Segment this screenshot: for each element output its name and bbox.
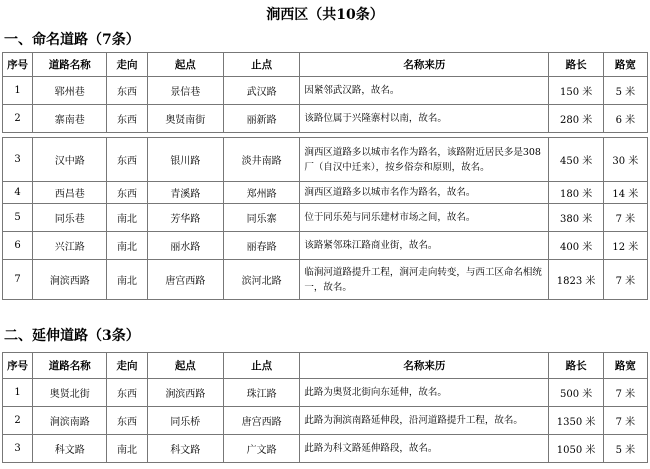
table-row [3,407,648,435]
end-point-cell: 郑州路 [223,182,299,204]
width-cell: 14 米 [603,182,647,204]
table-row [3,232,648,260]
length-cell: 400 米 [549,232,603,260]
serial-cell: 5 [3,204,33,232]
road-name-cell: 涧滨南路 [33,407,107,435]
serial-cell: 3 [3,435,33,463]
name-origin-cell: 涧西区道路多以城市名作为路名，故名。 [300,182,549,204]
start-point-cell: 唐宫西路 [147,260,223,300]
end-point-cell: 珠江路 [223,379,299,407]
start-point-cell: 景信巷 [147,77,223,105]
serial-cell: 1 [3,379,33,407]
direction-cell: 南北 [107,260,147,300]
length-cell: 180 米 [549,182,603,204]
column-header: 起点 [147,353,223,379]
length-cell: 380 米 [549,204,603,232]
column-header: 道路名称 [33,353,107,379]
column-header: 路宽 [603,353,647,379]
serial-cell: 4 [3,182,33,204]
start-point-cell: 芳华路 [147,204,223,232]
width-cell: 5 米 [603,435,647,463]
width-cell: 30 米 [603,138,647,182]
width-cell: 6 米 [603,105,647,133]
length-cell: 1050 米 [549,435,603,463]
road-name-cell: 汉中路 [33,138,107,182]
column-header: 路长 [549,353,603,379]
table-row [3,105,648,133]
start-point-cell: 奥贤南街 [147,105,223,133]
serial-cell: 7 [3,260,33,300]
name-origin-cell: 涧西区道路多以城市名作为路名，该路附近居民多是308厂（自汉中迁来），按乡俗奈和原则，故名。 [300,138,549,182]
column-header: 路长 [549,53,603,77]
table-row [3,182,648,204]
table-row [3,379,648,407]
width-cell: 7 米 [603,379,647,407]
start-point-cell: 银川路 [147,138,223,182]
length-cell: 150 米 [549,77,603,105]
table-header-row [3,53,648,77]
start-point-cell: 丽水路 [147,232,223,260]
column-header: 路宽 [603,53,647,77]
length-cell: 1350 米 [549,407,603,435]
name-origin-cell: 此路为科文路延伸路段，故名。 [300,435,549,463]
extended-roads-table [2,352,648,463]
column-header: 名称来历 [300,53,549,77]
end-point-cell: 丽新路 [223,105,299,133]
direction-cell: 东西 [107,182,147,204]
direction-cell: 南北 [107,232,147,260]
serial-cell: 2 [3,105,33,133]
length-cell: 500 米 [549,379,603,407]
road-name-cell: 科文路 [33,435,107,463]
table-row [3,204,648,232]
direction-cell: 东西 [107,77,147,105]
width-cell: 7 米 [603,260,647,300]
name-origin-cell: 临涧河道路提升工程，涧河走向转变，与西工区命名相统一，故名。 [300,260,549,300]
length-cell: 1823 米 [549,260,603,300]
width-cell: 12 米 [603,232,647,260]
column-header: 走向 [107,353,147,379]
column-header: 道路名称 [33,53,107,77]
serial-cell: 6 [3,232,33,260]
direction-cell: 南北 [107,204,147,232]
start-point-cell: 科文路 [147,435,223,463]
column-header: 止点 [223,353,299,379]
table-row [3,435,648,463]
serial-cell: 2 [3,407,33,435]
start-point-cell: 涧滨西路 [147,379,223,407]
direction-cell: 南北 [107,435,147,463]
table-row [3,260,648,300]
direction-cell: 东西 [107,407,147,435]
end-point-cell: 同乐寨 [223,204,299,232]
serial-cell: 1 [3,77,33,105]
start-point-cell: 同乐桥 [147,407,223,435]
name-origin-cell: 该路紧邻珠江路商业街，故名。 [300,232,549,260]
name-origin-cell: 此路为奥贤北街向东延伸，故名。 [300,379,549,407]
direction-cell: 东西 [107,105,147,133]
length-cell: 450 米 [549,138,603,182]
column-header: 走向 [107,53,147,77]
width-cell: 7 米 [603,204,647,232]
end-point-cell: 广文路 [223,435,299,463]
column-header: 起点 [147,53,223,77]
table-row [3,77,648,105]
width-cell: 5 米 [603,77,647,105]
road-name-cell: 西昌巷 [33,182,107,204]
road-name-cell: 涧滨西路 [33,260,107,300]
table-row [3,138,648,182]
document-title: 涧西区（共10条） [266,7,384,23]
column-header: 名称来历 [300,353,549,379]
name-origin-cell: 该路位属于兴隆寨村以南，故名。 [300,105,549,133]
end-point-cell: 武汉路 [223,77,299,105]
serial-cell: 3 [3,138,33,182]
end-point-cell: 丽春路 [223,232,299,260]
end-point-cell: 唐宫西路 [223,407,299,435]
name-origin-cell: 因紧邻武汉路，故名。 [300,77,549,105]
section-heading-extended: 二、延伸道路（3条） [4,328,140,344]
direction-cell: 东西 [107,379,147,407]
named-roads-table [2,52,648,300]
table-header-row [3,353,648,379]
end-point-cell: 淡井南路 [223,138,299,182]
direction-cell: 东西 [107,138,147,182]
road-name-cell: 郓州巷 [33,77,107,105]
column-header: 序号 [3,353,33,379]
start-point-cell: 青溪路 [147,182,223,204]
width-cell: 7 米 [603,407,647,435]
column-header: 止点 [223,53,299,77]
road-name-cell: 兴江路 [33,232,107,260]
road-name-cell: 寨南巷 [33,105,107,133]
road-name-cell: 奥贤北街 [33,379,107,407]
length-cell: 280 米 [549,105,603,133]
column-header: 序号 [3,53,33,77]
end-point-cell: 滨河北路 [223,260,299,300]
road-name-cell: 同乐巷 [33,204,107,232]
name-origin-cell: 位于同乐苑与同乐建材市场之间，故名。 [300,204,549,232]
name-origin-cell: 此路为涧滨南路延伸段，沿河道路提升工程，故名。 [300,407,549,435]
section-heading-named: 一、命名道路（7条） [4,32,140,48]
